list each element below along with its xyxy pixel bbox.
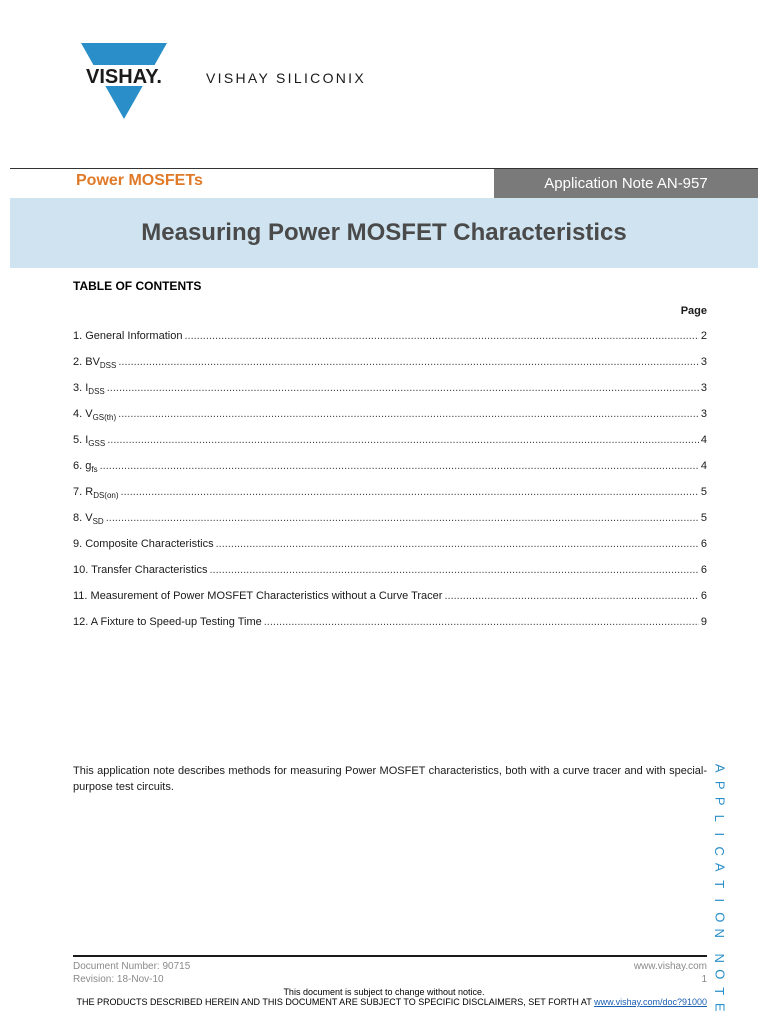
toc-entry-page: 2 — [700, 330, 707, 342]
toc-leader-dots — [118, 408, 699, 420]
side-label-letter: P — [712, 796, 728, 806]
side-label-letter: E — [712, 1002, 728, 1012]
toc-entry-label: 1. General Information — [73, 330, 183, 342]
change-notice: This document is subject to change without notice. — [283, 987, 485, 997]
website-link[interactable]: www.vishay.com — [633, 961, 707, 972]
toc-entry[interactable] — [73, 330, 707, 356]
toc-entry[interactable] — [73, 356, 707, 382]
side-label-letter: A — [712, 763, 728, 773]
toc-entry[interactable] — [73, 616, 707, 642]
side-label-letter: I — [712, 832, 728, 837]
side-label-letter: O — [712, 969, 728, 980]
toc-leader-dots — [100, 460, 699, 472]
disclaimer-text: THE PRODUCTS DESCRIBED HEREIN AND THIS DOCUMENT ARE SUBJECT TO SPECIFIC DISCLAIMERS, SET FORTH AT — [76, 997, 592, 1007]
toc-entry[interactable] — [73, 538, 707, 564]
toc-entry-label: 12. A Fixture to Speed-up Testing Time — [73, 616, 262, 628]
toc-entry-page: 3 — [700, 408, 707, 420]
vishay-logo — [78, 43, 170, 121]
toc-leader-dots — [106, 512, 699, 524]
toc-leader-dots — [121, 486, 699, 498]
disclaimer — [73, 997, 707, 1007]
footer-left — [73, 961, 190, 986]
category-label: Power MOSFETs — [76, 172, 203, 189]
app-note-banner — [494, 169, 758, 198]
revision: Revision: 18-Nov-10 — [73, 973, 164, 985]
side-label-letter: T — [712, 879, 728, 888]
toc-entry-page: 4 — [700, 434, 707, 446]
side-label-letter: N — [712, 928, 728, 938]
title-band — [10, 198, 758, 268]
toc-leader-dots — [444, 590, 698, 602]
toc-page-label: Page — [680, 305, 707, 317]
logo-text: VISHAY. — [86, 66, 162, 88]
toc-entry[interactable] — [73, 590, 707, 616]
toc-entry-label: 4. $V_{GS(th)}$ — [73, 408, 117, 423]
toc-entry[interactable] — [73, 408, 707, 434]
toc-leader-dots — [107, 382, 699, 394]
footer-right — [634, 961, 707, 986]
toc-entry-page: 6 — [700, 564, 707, 576]
side-label-letter: P — [712, 780, 728, 790]
toc-entry-label: 9. Composite Characteristics — [73, 538, 214, 550]
page-number: 1 — [701, 973, 707, 985]
toc-leader-dots — [264, 616, 699, 628]
side-label-letter: C — [712, 846, 728, 856]
toc-leader-dots — [107, 434, 699, 446]
page-title: Measuring Power MOSFET Characteristics — [141, 219, 627, 246]
intro-paragraph: This application note describes methods for measuring Power MOSFET characteristics, both with a curve tracer and with special-purpose test circuits. — [73, 765, 707, 793]
toc-entry[interactable] — [73, 486, 707, 512]
side-label-application-note — [709, 760, 729, 1016]
toc-entry[interactable] — [73, 434, 707, 460]
document-number: Document Number: 90715 — [73, 961, 191, 972]
toc-entry-label: 6. $g_{fs}$ — [73, 460, 98, 475]
company-name: VISHAY SILICONIX — [206, 70, 366, 86]
toc-entry-label: 11. Measurement of Power MOSFET Characteristics without a Curve Tracer — [73, 590, 443, 602]
footer-divider — [73, 955, 707, 957]
side-label-letter: O — [712, 911, 728, 922]
toc-heading: TABLE OF CONTENTS — [73, 279, 202, 293]
toc-entry-label: 7. $R_{DS(on)}$ — [73, 486, 119, 501]
toc-entry[interactable] — [73, 512, 707, 538]
toc-entry-page: 6 — [700, 590, 707, 602]
side-label-letter: A — [712, 862, 728, 872]
toc-leader-dots — [210, 564, 699, 576]
toc-entry-page: 3 — [700, 356, 707, 368]
side-label-letter: L — [712, 814, 728, 822]
toc-entry-label: 3. $I_{DSS}$ — [73, 382, 105, 397]
toc-entry-label: 5. $I_{GSS}$ — [73, 434, 106, 449]
toc-entry-label: 10. Transfer Characteristics — [73, 564, 208, 576]
toc-leader-dots — [118, 356, 699, 368]
side-label-letter: I — [712, 898, 728, 903]
side-label-letter: T — [712, 986, 728, 995]
toc-entry[interactable] — [73, 564, 707, 590]
toc-entry-label: 8. $V_{SD}$ — [73, 512, 104, 527]
toc-entry[interactable] — [73, 460, 707, 486]
toc-entry-page: 9 — [700, 616, 707, 628]
table-of-contents — [73, 330, 707, 642]
toc-entry-page: 3 — [700, 382, 707, 394]
app-note-label: Application Note AN-957 — [544, 175, 708, 192]
toc-entry-page: 5 — [700, 512, 707, 524]
toc-leader-dots — [216, 538, 699, 550]
side-label-letter: N — [712, 953, 728, 963]
toc-entry-label: 2. $BV_{DSS}$ — [73, 356, 117, 371]
disclaimer-link[interactable]: www.vishay.com/doc?91000 — [594, 997, 707, 1007]
toc-entry-page: 6 — [700, 538, 707, 550]
toc-entry-page: 5 — [700, 486, 707, 498]
toc-entry-page: 4 — [700, 460, 707, 472]
toc-entry[interactable] — [73, 382, 707, 408]
toc-leader-dots — [184, 330, 698, 342]
